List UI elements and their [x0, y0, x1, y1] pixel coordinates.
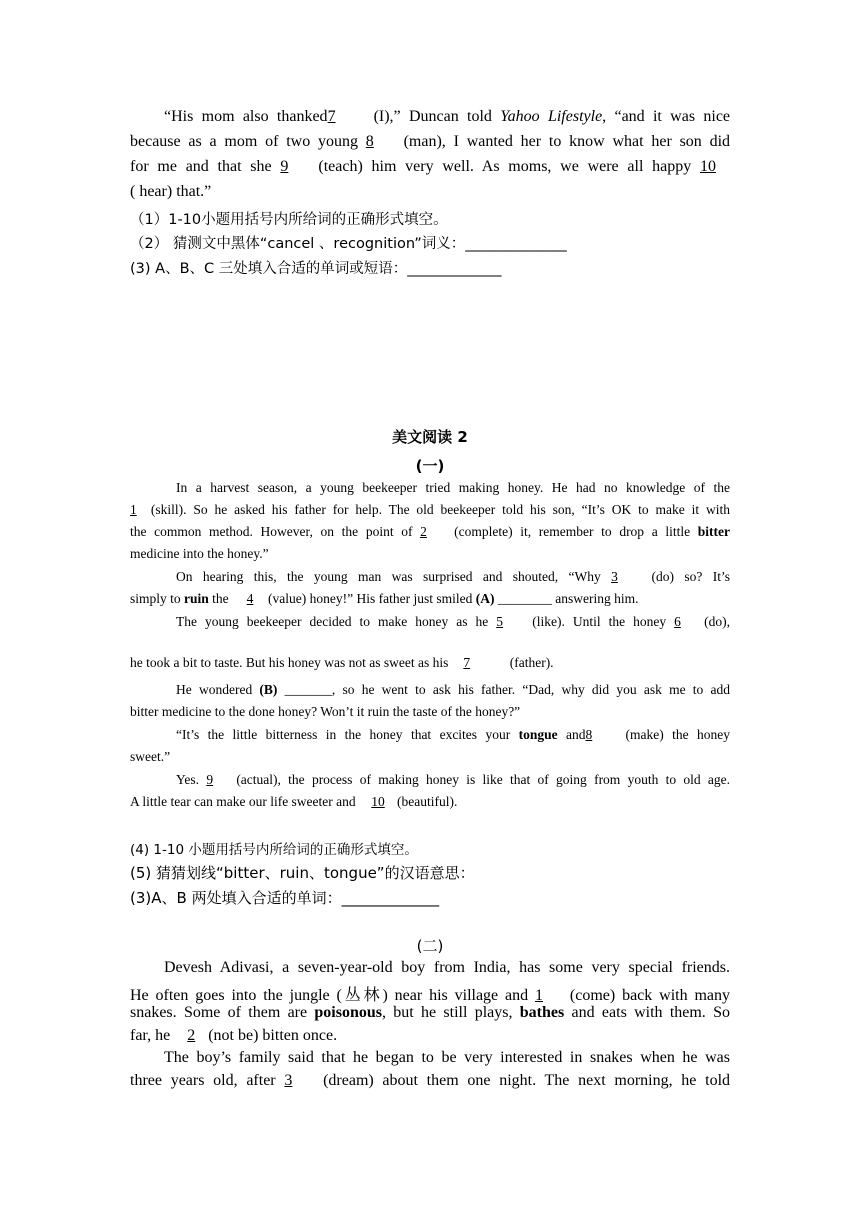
passage-line [130, 108, 730, 126]
passage-line [130, 569, 730, 585]
text: he took a bit to taste. But his honey was not as sweet as his [130, 655, 449, 670]
blank-7b: 7 [463, 655, 471, 670]
text: _______, so he went to ask his father. “Dad, why did you ask me to add [277, 682, 730, 697]
text: (beautiful). [397, 794, 458, 809]
text: simply to [130, 591, 185, 606]
section-title: 美文阅读 2 [392, 428, 468, 446]
blank-2: 2 [420, 524, 427, 539]
passage-line [130, 727, 730, 743]
passage-line [130, 655, 730, 671]
bold-word: tongue [518, 727, 558, 742]
passage-line [130, 1072, 730, 1090]
blank-9b: 9 [206, 772, 214, 787]
blank-10: 10 [700, 158, 716, 175]
part-title: (二) [416, 937, 444, 955]
blank-1: 1 [130, 502, 137, 517]
passage-line [130, 133, 730, 151]
blank-1c: 1 [535, 987, 544, 1004]
text: and eats with them. So [564, 1004, 731, 1021]
blank-label-b: (B) [259, 682, 278, 697]
blank-10b: 10 [371, 794, 385, 809]
text: (do), [704, 614, 730, 629]
blank-3: 3 [611, 569, 618, 584]
text: and [557, 727, 586, 742]
blank-9: 9 [280, 158, 289, 175]
text: snakes. Some of them are [130, 1004, 315, 1021]
text: (actual), the process of making honey is like that of going from youth to old age. [236, 772, 730, 787]
question-3: (3) A、B、C 三处填入合适的单词或短语：_____________ [130, 261, 502, 277]
blank-4: 4 [246, 591, 254, 606]
passage-line: In a harvest season, a young beekeeper tried making honey. He had no knowledge of the [176, 480, 730, 495]
text: (father). [509, 655, 554, 670]
passage-line [130, 982, 730, 1005]
blank-2c: 2 [187, 1027, 196, 1044]
passage-line [130, 1004, 730, 1022]
text: ________ answering him. [494, 591, 639, 606]
blank-label-a: (A) [475, 591, 495, 606]
passage-line: ( hear) that.” [130, 183, 212, 200]
text: the common method. However, on the point of [130, 524, 413, 539]
text: (not be) bitten once. [208, 1027, 338, 1044]
text: (make) the honey [625, 727, 730, 742]
text: the [208, 591, 229, 606]
text: (teach) him very well. As moms, we were all happy [318, 158, 692, 175]
passage-line [130, 614, 730, 630]
passage-line: The boy’s family said that he began to be very interested in snakes when he was [164, 1049, 730, 1066]
blank-8b: 8 [585, 727, 593, 742]
blank-3c: 3 [284, 1072, 293, 1089]
part-title: (一) [415, 457, 445, 475]
text: for me and that she [130, 158, 272, 175]
text: “It’s the little bitterness in the honey that excites your [176, 727, 519, 742]
passage-line [130, 682, 730, 698]
text: On hearing this, the young man was surprised and shouted, “Why [176, 569, 601, 584]
passage-line: Devesh Adivasi, a seven-year-old boy from India, has some very special friends. [164, 959, 730, 976]
text: (dream) about them one night. The next morning, he told [323, 1072, 731, 1089]
text: (skill). So he asked his father for help. The old beekeeper told his son, “It’s OK to make it with [150, 502, 730, 517]
passage-line [130, 591, 730, 607]
text: , “and it was nice [602, 108, 731, 125]
text: A little tear can make our life sweeter and [130, 794, 356, 809]
text: “His mom also thanked [164, 108, 328, 125]
passage-line [130, 772, 730, 788]
text: (complete) it, remember to drop a little [454, 524, 698, 539]
blank-6: 6 [674, 614, 681, 629]
text: Yes. [176, 772, 200, 787]
text: because as a mom of two young [130, 133, 358, 150]
text: (value) honey!” His father just smiled [268, 591, 476, 606]
bold-word: poisonous [314, 1004, 382, 1021]
passage-line [130, 524, 730, 540]
bold-word: ruin [184, 591, 209, 606]
text: (come) back with many [569, 987, 731, 1004]
text: three years old, after [130, 1072, 276, 1089]
text: far, he [130, 1027, 171, 1044]
text: He often goes into the jungle (丛林) near his village and [130, 987, 529, 1004]
question-2: （2） 猜测文中黑体“cancel 、recognition”词义：______________ [130, 236, 567, 252]
passage-line [130, 502, 730, 518]
text: , but he still plays, [382, 1004, 520, 1021]
bold-word: bathes [519, 1004, 565, 1021]
blank-5: 5 [496, 614, 503, 629]
bold-word: bitter [697, 524, 730, 539]
passage-line [130, 794, 730, 810]
text: (like). Until the honey [532, 614, 667, 629]
blank-8: 8 [365, 133, 374, 150]
passage-line: bitter medicine to the done honey? Won’t it ruin the taste of the honey?” [130, 704, 521, 719]
text: He wondered [176, 682, 260, 697]
question-1: （1）1-10小题用括号内所给词的正确形式填空。 [130, 212, 448, 228]
question-4: (4) 1-10 小题用括号内所给词的正确形式填空。 [130, 842, 418, 858]
text: The young beekeeper decided to make honey as he [176, 614, 489, 629]
passage-line [130, 1027, 730, 1045]
text: (I),” Duncan told [373, 108, 501, 125]
question-6: (3)A、B 两处填入合适的单词：_____________ [130, 889, 440, 907]
italic-text: Yahoo Lifestyle [500, 108, 603, 125]
passage-line: sweet.” [130, 749, 171, 764]
passage-line [130, 158, 730, 176]
text: (man), I wanted her to know what her son did [403, 133, 731, 150]
passage-line: medicine into the honey.” [130, 546, 269, 561]
text: (do) so? It’s [651, 569, 731, 584]
question-5: (5) 猜猜划线“bitter、ruin、tongue”的汉语意思： [130, 864, 475, 882]
blank-7: 7 [327, 108, 336, 125]
